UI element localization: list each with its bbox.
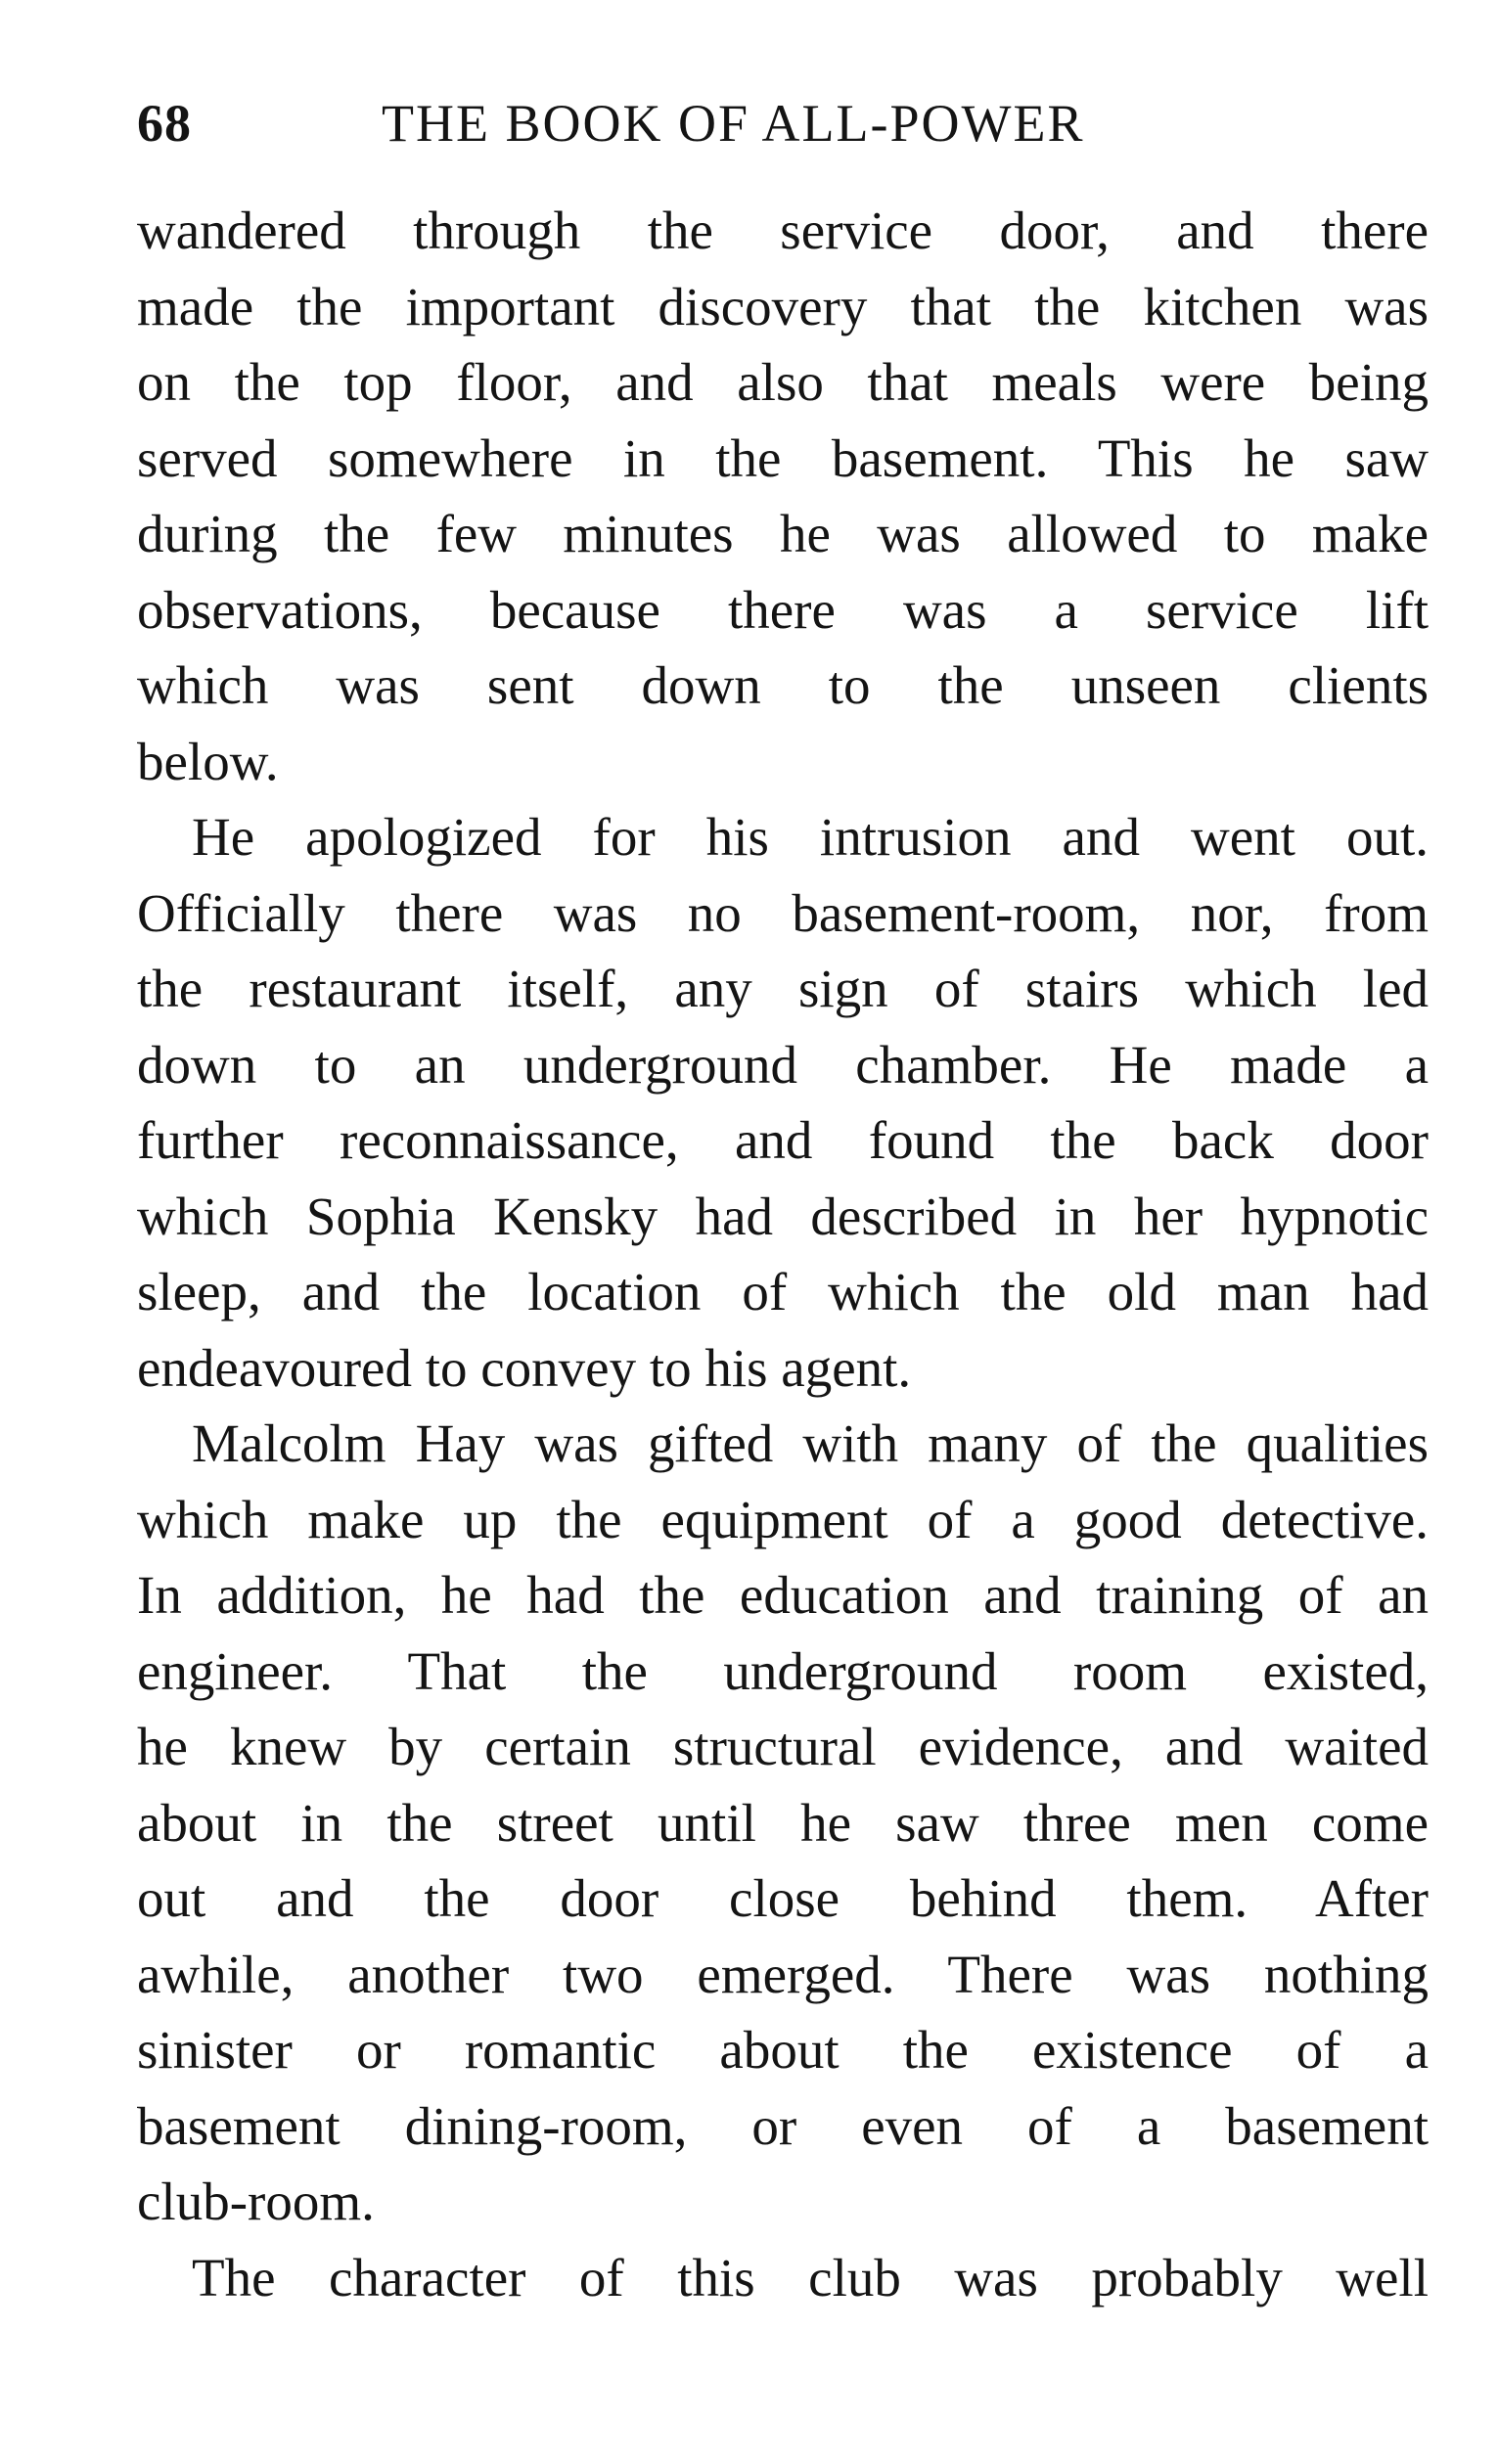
running-head <box>137 84 1429 162</box>
text-line: sleep, and the location of which the old man had <box>137 1262 1429 1322</box>
text-line: The character of this club was probably well <box>192 2247 1429 2307</box>
text-line: below. <box>137 731 279 791</box>
text-line: which make up the equipment of a good detective. <box>137 1489 1429 1549</box>
text-line: wandered through the service door, and there <box>137 201 1429 260</box>
text-line: during the few minutes he was allowed to make <box>137 504 1429 563</box>
text-line: the restaurant itself, any sign of stairs which led <box>137 959 1429 1018</box>
text-line: which Sophia Kensky had described in her hypnotic <box>137 1186 1429 1246</box>
text-line: on the top floor, and also that meals were being <box>137 352 1429 412</box>
text-line: observations, because there was a service lift <box>137 579 1429 640</box>
text-line: basement dining-room, or even of a basement <box>137 2095 1429 2156</box>
text-line: which was sent down to the unseen clients <box>137 655 1429 715</box>
body-text <box>137 193 1429 2315</box>
text-line: made the important discovery that the kitchen was <box>137 276 1429 336</box>
text-line: club-room. <box>137 2172 375 2231</box>
text-line: Malcolm Hay was gifted with many of the qualities <box>192 1413 1429 1473</box>
text-line: further reconnaissance, and found the back door <box>137 1110 1429 1170</box>
text-line: He apologized for his intrusion and went out. <box>192 807 1429 867</box>
text-line: awhile, another two emerged. There was nothing <box>137 1944 1429 2004</box>
text-line: endeavoured to convey to his agent. <box>137 1337 912 1398</box>
text-line: out and the door close behind them. After <box>137 1868 1429 1928</box>
text-line: about in the street until he saw three men come <box>137 1792 1429 1853</box>
text-line: engineer. That the underground room existed, <box>137 1640 1429 1701</box>
text-line: served somewhere in the basement. This he saw <box>137 427 1429 488</box>
text-line: he knew by certain structural evidence, and waited <box>137 1717 1429 1776</box>
text-line: down to an underground chamber. He made a <box>137 1034 1429 1095</box>
text-line: Officially there was no basement-room, nor, from <box>137 882 1429 943</box>
text-line: sinister or romantic about the existence of a <box>137 2020 1429 2080</box>
text-line: In addition, he had the education and training of an <box>137 1565 1429 1625</box>
running-title: THE BOOK OF ALL-POWER <box>382 94 1085 153</box>
page-number: 68 <box>137 94 192 153</box>
